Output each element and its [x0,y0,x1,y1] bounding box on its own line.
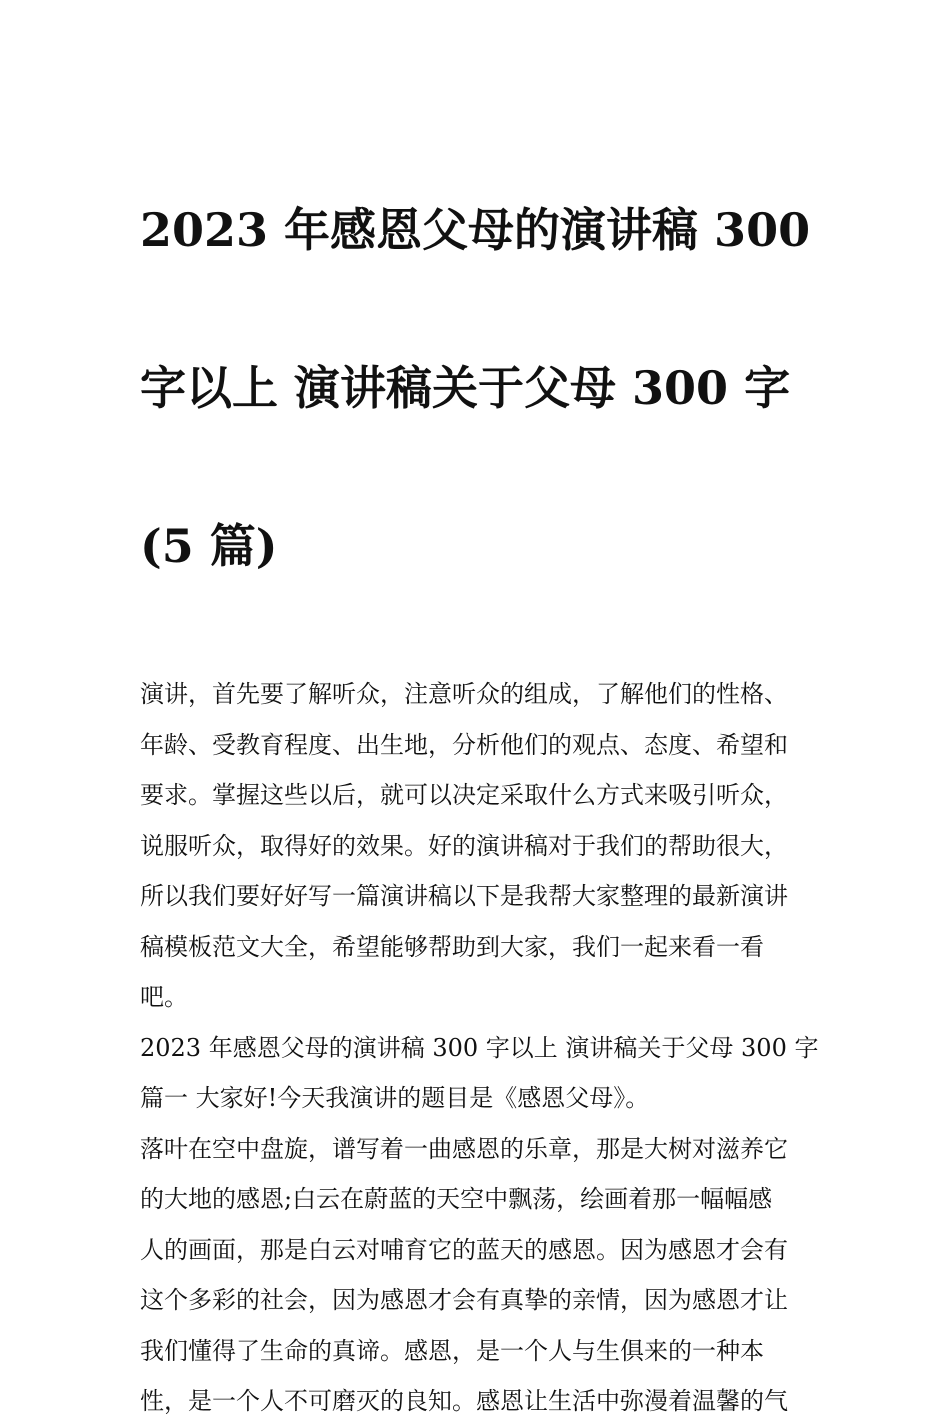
text-line: 2023 年感恩父母的演讲稿 300 字以上 演讲稿关于父母 300 字 [140,1033,819,1062]
title-line: (5 篇) [140,519,278,573]
text-line: 演讲，首先要了解听众，注意听众的组成，了解他们的性格、 [140,680,788,708]
text-line: 所以我们要好好写一篇演讲稿以下是我帮大家整理的最新演讲 [140,882,788,910]
text-line: 人的画面，那是白云对哺育它的蓝天的感恩。因为感恩才会有 [140,1235,788,1264]
text-line: 要求。掌握这些以后，就可以决定采取什么方式来吸引听众， [140,781,788,809]
body-paragraph [140,1124,820,1427]
document-body [140,669,820,1427]
title-line: 字以上 演讲稿关于父母 300 字 [140,361,791,415]
text-line: 吧。 [140,983,188,1011]
text-line: 年龄、受教育程度、出生地，分析他们的观点、态度、希望和 [140,730,788,759]
text-line: 性，是一个人不可磨灭的良知。感恩让生活中弥漫着温馨的气 [140,1387,788,1415]
text-line: 的大地的感恩;白云在蔚蓝的天空中飘荡，绘画着那一幅幅感 [140,1185,773,1213]
text-line: 说服听众，取得好的效果。好的演讲稿对于我们的帮助很大， [140,831,788,860]
text-line: 稿模板范文大全，希望能够帮助到大家，我们一起来看一看 [140,932,764,961]
text-line: 篇一 大家好!今天我演讲的题目是《感恩父母》。 [140,1084,650,1112]
document-title [140,112,820,665]
text-line: 我们懂得了生命的真谛。感恩，是一个人与生俱来的一种本 [140,1336,764,1365]
section-heading [140,1023,820,1124]
text-line: 这个多彩的社会，因为感恩才会有真挚的亲情，因为感恩才让 [140,1286,788,1314]
intro-paragraph [140,669,820,1023]
document-page [140,112,820,1427]
title-line: 2023 年感恩父母的演讲稿 300 [140,203,811,257]
text-line: 落叶在空中盘旋，谱写着一曲感恩的乐章，那是大树对滋养它 [140,1134,788,1163]
